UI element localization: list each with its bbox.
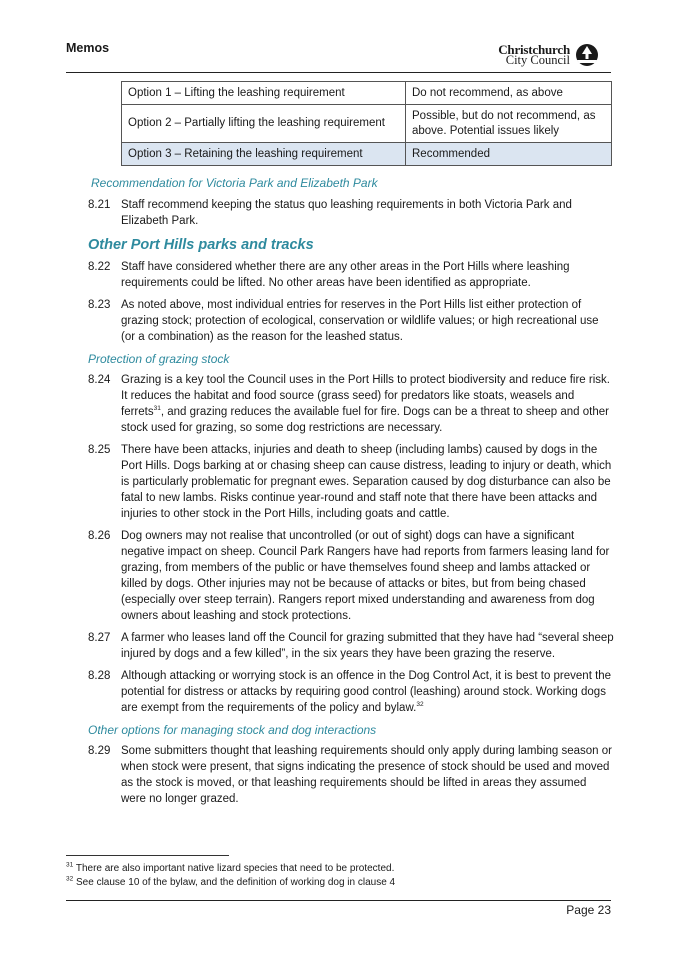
header-divider (66, 72, 611, 73)
paragraph-8-21 (66, 197, 614, 229)
recommendation-cell: Possible, but do not recommend, as above. Potential issues likely (406, 105, 612, 143)
footnote-number: 32 (66, 875, 74, 883)
option-cell: Option 2 – Partially lifting the leashing requirement (122, 105, 406, 143)
council-logo (498, 42, 602, 68)
footnote-item (66, 862, 395, 876)
section-heading-other-options: Other options for managing stock and dog interactions (88, 723, 377, 737)
section-heading-grazing: Protection of grazing stock (88, 352, 230, 366)
paragraph-8-28 (66, 668, 614, 716)
footnote-number: 31 (66, 861, 74, 869)
footnote-ref: 32 (416, 701, 424, 709)
paragraph-text: Some submitters thought that leashing requirements should only apply during lambing season or when stock were present, that signs indicating the presence of stock should be used and moved as the stock is moved, or that leashing requirements should be lifted in areas they assumed were no longer grazed. (121, 745, 612, 805)
paragraph-text-continued: , and grazing reduces the available fuel for fire. Dogs can be a threat to sheep and other stock used for grazing, so some dog restrictions are necessary. (121, 406, 609, 434)
paragraph-8-23 (66, 297, 614, 345)
footnote-divider (66, 855, 229, 856)
footnote-text: See clause 10 of the bylaw, and the definition of working dog in clause 4 (76, 877, 396, 888)
recommendation-cell: Do not recommend, as above (406, 82, 612, 105)
section-heading-victoria: Recommendation for Victoria Park and Elizabeth Park (91, 176, 378, 190)
option-cell: Option 1 – Lifting the leashing requirement (122, 82, 406, 105)
paragraph-text: Grazing is a key tool the Council uses in the Port Hills to protect biodiversity and reduce fire risk. It reduces the habitat and food source (grass seed) for predators like stoats, weasels and ferrets (121, 374, 610, 418)
paragraph-number: 8.22 (88, 261, 111, 273)
recommendation-cell: Recommended (406, 143, 612, 166)
paragraph-number: 8.26 (88, 530, 111, 542)
options-table (121, 81, 612, 166)
paragraph-number: 8.24 (88, 374, 111, 386)
paragraph-number: 8.29 (88, 745, 111, 757)
logo-text-line2: City Council (505, 53, 570, 67)
paragraph-8-22 (66, 259, 614, 291)
table-row (122, 105, 612, 143)
paragraph-text: There have been attacks, injuries and death to sheep (including lambs) caused by dogs in the Port Hills. Dogs barking at or chasing sheep can cause distress, leading to injury or death, which is particularly problematic for pregnant ewes. Separation caused by dog disturbance can also be fatal to new lambs. Risks continue year-round and staff note that there have been attacks and injuries to other stock in the Port Hills, including goats and cattle. (121, 444, 612, 520)
paragraph-number: 8.23 (88, 299, 111, 311)
table-row-highlighted (122, 143, 612, 166)
paragraph-8-27 (66, 630, 614, 662)
footer-divider (66, 900, 611, 901)
paragraph-8-26 (66, 528, 614, 624)
paragraph-number: 8.28 (88, 670, 111, 682)
paragraph-text: Although attacking or worrying stock is an offence in the Dog Control Act, it is best to prevent the potential for distress or attacks by requiring good control (leashing) around stock. Working dogs are exempt from the requirements of the policy and bylaw. (121, 670, 612, 714)
paragraph-number: 8.21 (88, 199, 111, 211)
footnotes (66, 862, 395, 890)
paragraph-text: Staff have considered whether there are any other areas in the Port Hills where leashing requirements could be lifted. No other areas have been identified as appropriate. (121, 261, 570, 289)
paragraph-text: Dog owners may not realise that uncontrolled (or out of sight) dogs can have a significant negative impact on sheep. Council Park Rangers have had reports from farmers leasing land for grazing, from members of the public or have themselves found sheep and lambs attacked or killed by dogs. Other injuries may not be because of attacks or bites, but from being chased (especially over steep terrain). Rangers report mixed understanding and awareness from dog owners about leashing and stock protections. (121, 530, 610, 622)
option-cell: Option 3 – Retaining the leashing requirement (122, 143, 406, 166)
memo-body (66, 176, 614, 807)
logo-text-line1: Christchurch (498, 42, 570, 57)
paragraph-number: 8.27 (88, 632, 111, 644)
paragraph-8-29 (66, 743, 614, 807)
page-number: Page 23 (566, 903, 611, 917)
paragraph-text: Staff recommend keeping the status quo leashing requirements in both Victoria Park and Elizabeth Park. (121, 199, 572, 227)
paragraph-number: 8.25 (88, 444, 111, 456)
paragraph-8-24 (66, 372, 614, 436)
footnote-text: There are also important native lizard species that need to be protected. (75, 863, 395, 874)
paragraph-text: As noted above, most individual entries for reserves in the Port Hills list either protection of grazing stock; protection of ecological, conservation or wildlife values; or high recreational use (or a combination) as the reason for the leashed status. (121, 299, 599, 343)
paragraph-8-25 (66, 442, 614, 522)
cathedral-logo-icon (574, 43, 600, 67)
section-heading-port-hills: Other Port Hills parks and tracks (88, 237, 314, 253)
paragraph-text: A farmer who leases land off the Council for grazing submitted that they have had “several sheep injured by dogs and a few killed”, in the six years they have been grazing the reserve. (121, 632, 614, 660)
footnote-item (66, 876, 395, 890)
memo-title: Memos (66, 41, 110, 55)
footnote-ref: 31 (153, 405, 161, 413)
table-row (122, 82, 612, 105)
